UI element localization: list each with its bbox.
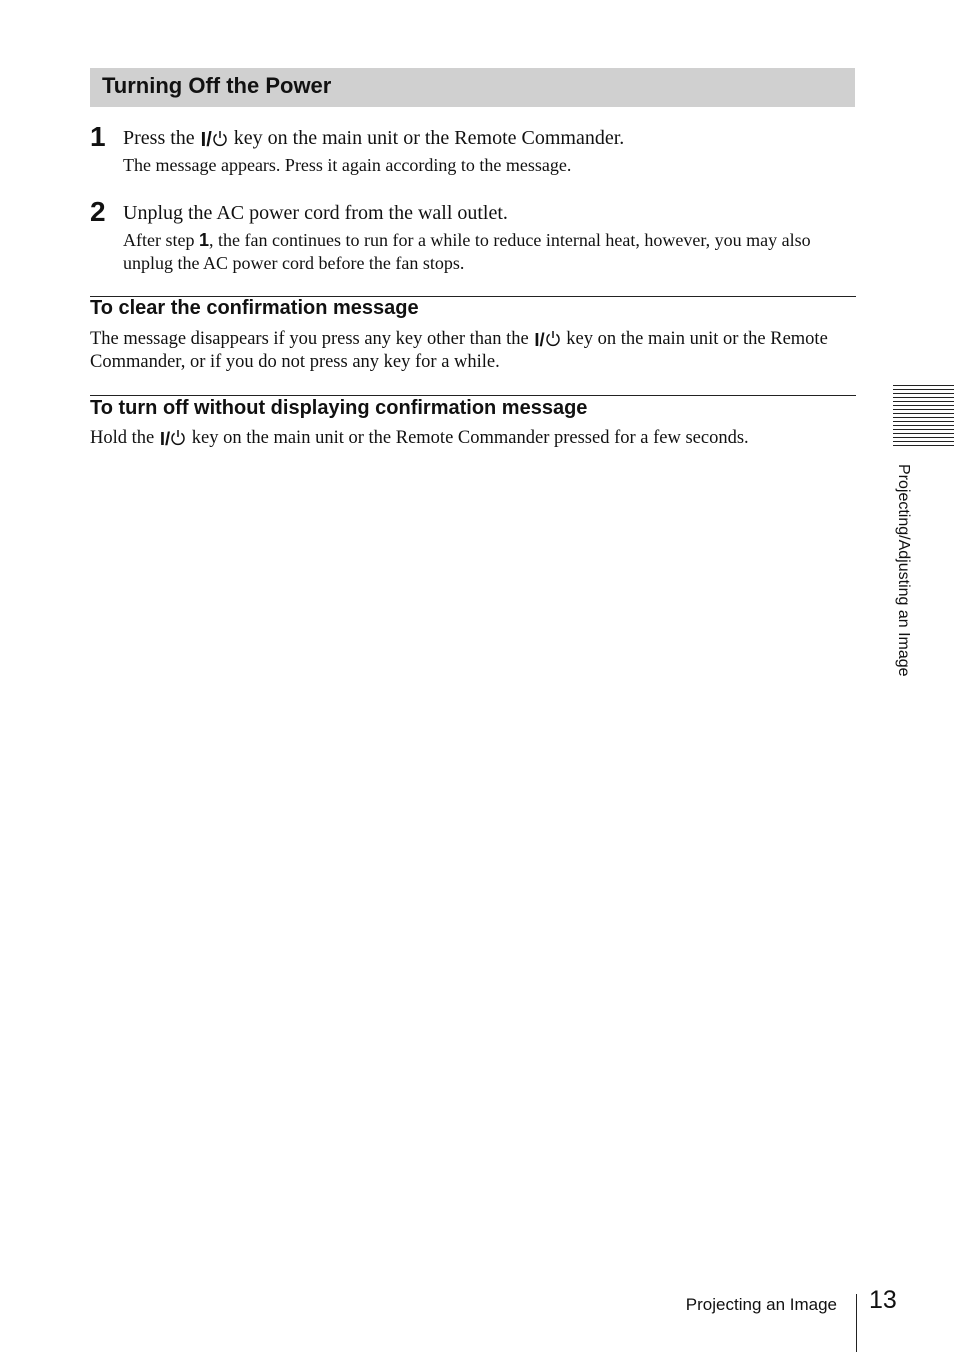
paragraph-clear-confirmation: The message disappears if you press any key other than the I/ key on the main unit or the Remote Commander, or if you do not press any key for a while.: [90, 329, 828, 372]
power-standby-icon: [170, 429, 186, 446]
power-key-symbol: I/: [201, 129, 228, 152]
step-instruction: Unplug the AC power cord from the wall outlet.: [123, 202, 508, 224]
subheading-clear-confirmation: To clear the confirmation message: [90, 297, 419, 319]
power-key-symbol: I/: [534, 328, 560, 351]
side-tab-lines: [893, 385, 954, 449]
power-standby-icon: [212, 130, 228, 147]
paragraph-turn-off-without: Hold the I/ key on the main unit or the Remote Commander pressed for a few seconds.: [90, 428, 749, 449]
section-title: Turning Off the Power: [102, 73, 332, 98]
step-number: 1: [90, 121, 106, 152]
power-key-symbol: I/: [160, 427, 186, 450]
step-description: After step 1, the fan continues to run for a while to reduce internal heat, however, you may also unplug the AC power cord before the fan stops.: [123, 230, 811, 273]
footer-section-label: Projecting an Image: [685, 1295, 837, 1314]
step-reference: 1: [198, 230, 209, 250]
section-header-bar: [90, 68, 855, 107]
step-instruction: Press the I/ key on the main unit or the Remote Commander.: [123, 127, 625, 151]
side-tab-label: Projecting/Adjusting an Image: [895, 464, 912, 677]
divider: [90, 395, 856, 396]
footer-divider: [856, 1294, 857, 1352]
page-number: 13: [869, 1286, 897, 1314]
step-number: 2: [90, 196, 106, 227]
power-standby-icon: [545, 330, 561, 347]
step-description: The message appears. Press it again according to the message.: [123, 155, 572, 175]
subheading-turn-off-without: To turn off without displaying confirmation message: [90, 397, 588, 419]
